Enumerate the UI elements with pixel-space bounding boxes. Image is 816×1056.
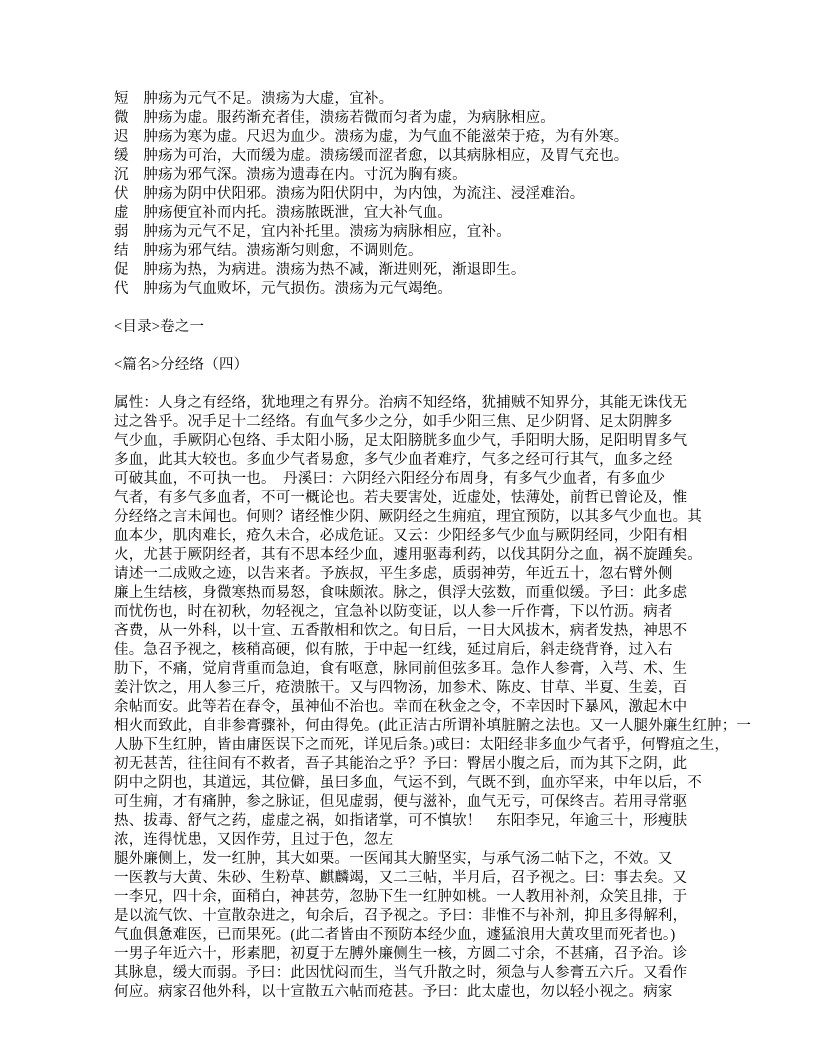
- text-line: 浓，连得忧患，又因作劳，且过于色，忽左: [114, 832, 394, 848]
- text-line: 结 肿疡为邪气结。溃疡渐匀则愈，不调则危。: [114, 243, 423, 259]
- text-line: 虚 肿疡便宜补而内托。溃疡脓既泄，宜大补气血。: [114, 205, 453, 221]
- text-line: 分经络之言未闻也。何则？诸经惟少阴、厥阴经之生痈疽，理宜预防，以其多气少血也。其: [114, 509, 702, 525]
- text-line: 微 肿疡为虚。服药渐充者佳，溃疡若微而匀者为虚，为病脉相应。: [114, 110, 555, 126]
- pulse-section: [114, 90, 751, 299]
- text-line: 缓 肿疡为可治，大而缓为虚。溃疡缓而涩者愈，以其病脉相应，及胃气充也。: [114, 148, 629, 164]
- text-line: 血本少，肌肉难长，疮久未合，必成危证。又云：少阳经多气少血与厥阴经同，少阳有相: [114, 528, 688, 544]
- text-line: 佳。急召予视之，核稍高硬，似有脓，于中起一红线，延过肩后，斜走绕背脊，过入右: [114, 642, 673, 658]
- text-line: 相火而致此，自非参膏骤补，何由得免。(此正洁古所谓补填脏腑之法也。又一人腿外廉生红肿；一: [114, 718, 752, 734]
- text-line: 过之咎乎。况手足十二经络。有血气多少之分，如手少阳三焦、足少阴肾、足太阴脾多: [114, 414, 673, 430]
- blank-line: [114, 337, 751, 356]
- text-line: 沉 肿疡为邪气深。溃疡为遗毒在内。寸沉为胸有痰。: [114, 167, 467, 183]
- text-line: 可破其血，不可执一也。 丹溪曰：六阴经六阳经分布周身，有多气少血者，有多血少: [114, 471, 666, 487]
- text-line: 迟 肿疡为寒为虚。尺迟为血少。溃疡为虚，为气血不能滋荣于疮，为有外寒。: [114, 129, 629, 145]
- text-line: 而忧伤也，时在初秋，勿轻视之，宜急补以防变证，以人参一斤作膏，下以竹沥。病者: [114, 604, 673, 620]
- text-line: 伏 肿疡为阴中伏阳邪。溃疡为阳伏阴中，为内蚀，为流注、浸淫难治。: [114, 186, 585, 202]
- text-line: 火，尤甚于厥阴经者，其有不思本经少血，遽用驱毒利药，以伐其阴分之血，祸不旋踵矣。: [114, 547, 702, 563]
- text-content: [114, 90, 751, 1002]
- text-line: 姜汁饮之，用人参三斤，疮溃脓干。又与四物汤，加参术、陈皮、甘草、半夏、生姜，百: [114, 680, 688, 696]
- text-line: 属性：人身之有经络，犹地理之有界分。治病不知经络，犹捕贼不知界分，其能无诛伐无: [114, 395, 688, 411]
- text-line: 一李兄，四十余，面稍白，神甚劳，忽胁下生一红肿如桃。一人教用补剂，众笑且排，于: [114, 889, 688, 905]
- text-line: 弱 肿疡为元气不足，宜内补托里。溃疡为病脉相应，宜补。: [114, 224, 511, 240]
- catalog-tag-line: <目录>卷之一: [114, 319, 205, 335]
- text-line: 气少血，手厥阴心包络、手太阳小肠，足太阳膀胱多血少气，手阳明大肠，足阳明胃多气: [114, 433, 688, 449]
- text-line: 气者，有多气多血者，不可一概论也。若夫要害处，近虚处，怯薄处，前哲已曾论及，惟: [114, 490, 688, 506]
- body-section: [114, 394, 751, 1002]
- text-line: 阴中之阴也，其道远，其位僻，虽曰多血，气运不到，气既不到，血亦罕来，中年以后，不: [114, 775, 702, 791]
- text-line: 促 肿疡为热，为病进。溃疡为热不减，渐进则死，渐退即生。: [114, 262, 526, 278]
- text-line: 热、拔毒、舒气之药，虚虚之祸，如指诸掌，可不慎欤！ 东阳李兄，年逾三十，形瘦肤: [114, 813, 688, 829]
- text-line: 吝费，从一外科，以十宣、五香散相和饮之。旬日后，一日大风拔木，病者发热，神思不: [114, 623, 688, 639]
- text-line: 请述一二成败之迹，以告来者。予族叔，平生多虑，质弱神劳，年近五十，忽右臂外侧: [114, 566, 673, 582]
- section-title-line: <篇名>分经络（四）: [114, 357, 249, 373]
- text-line: 廉上生结核，身微寒热而易怒，食味颇浓。脉之，俱浮大弦数，而重似缓。予曰：此多虑: [114, 585, 688, 601]
- blank-line: [114, 375, 751, 394]
- text-line: 一医教与大黄、朱砂、生粉草、麒麟竭，又二三帖，半月后，召予视之。曰：事去矣。又: [114, 870, 688, 886]
- text-line: 代 肿疡为气血败坏，元气损伤。溃疡为元气竭绝。: [114, 281, 453, 297]
- text-line: 人胁下生红肿，皆由庸医误下之而死，详见后条。)或曰：太阳经非多血少气者乎，何臀疽之生，: [114, 737, 730, 753]
- text-line: 可生痈，才有痛肿，参之脉证，但见虚弱，便与滋补，血气无亏，可保终吉。若用寻常驱: [114, 794, 688, 810]
- text-line: 气血俱惫难医，已而果死。(此二者皆由不预防本经少血，遽猛浪用大黄攻里而死者也。): [114, 927, 676, 943]
- text-line: 短 肿疡为元气不足。溃疡为大虚，宜补。: [114, 91, 394, 107]
- text-line: 一男子年近六十，形素肥，初夏于左膊外廉侧生一核，方圆二寸余，不甚痛，召予治。诊: [114, 946, 688, 962]
- text-line: 肋下，不痛，觉肩背重而急迫，食有呕意，脉同前但弦多耳。急作人参膏，入芎、术、生: [114, 661, 688, 677]
- text-line: 初无甚苦，往往间有不救者，吾子其能治之乎？予曰：臀居小腹之后，而为其下之阴，此: [114, 756, 688, 772]
- text-line: 何应。病家召他外科，以十宣散五六帖而疮甚。予曰：此太虚也，勿以轻小视之。病家: [114, 984, 673, 1000]
- text-line: 是以流气饮、十宣散杂进之，旬余后，召予视之。予曰：非惟不与补剂，抑且多得解利，: [114, 908, 688, 924]
- blank-line: [114, 299, 751, 318]
- text-line: 多血，此其大较也。多血少气者易愈，多气少血者难疗，气多之经可行其气，血多之经: [114, 452, 673, 468]
- text-line: 腿外廉侧上，发一红肿，其大如栗。一医闻其大腑坚实，与承气汤二帖下之，不效。又: [114, 851, 673, 867]
- text-line: 其脉息，缓大而弱。予曰：此因忧闷而生，当气升散之时，须急与人参膏五六斤。又看作: [114, 965, 688, 981]
- text-line: 余帖而安。此等若在春令，虽神仙不治也。幸而在秋金之令，不幸因时下暴风，激起木中: [114, 699, 688, 715]
